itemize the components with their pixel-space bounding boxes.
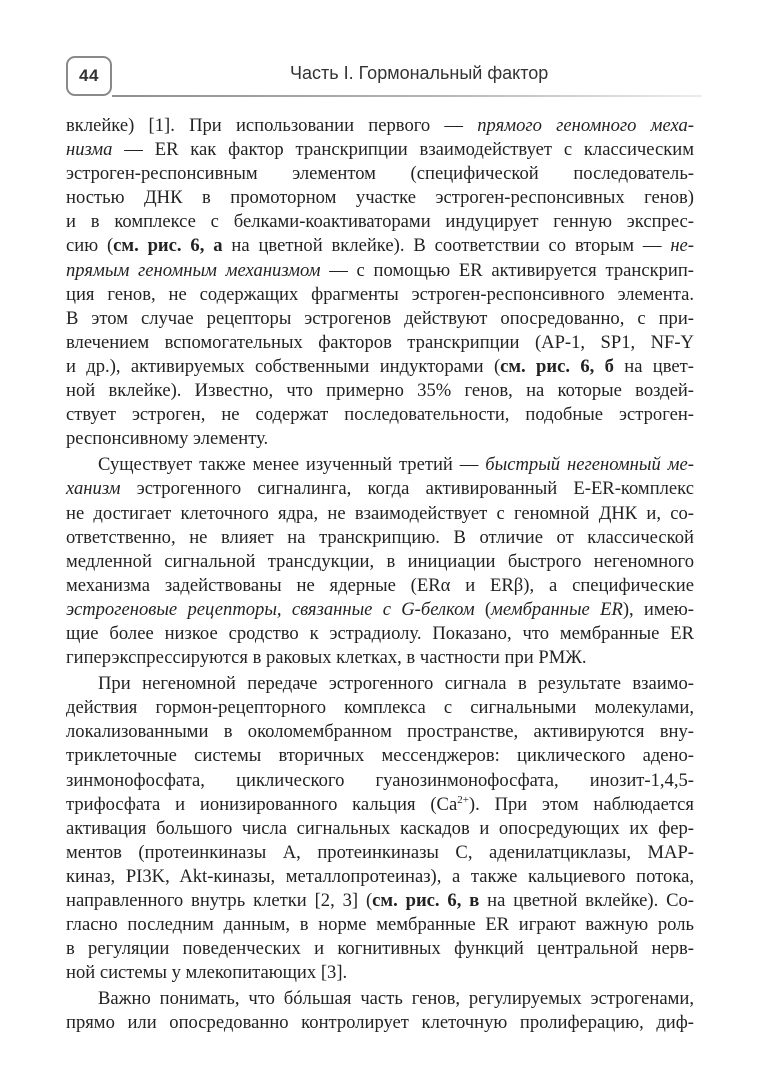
text-run: сию ( (66, 235, 114, 257)
text-run: и др.), активируемых собственными индукторами ( (66, 355, 501, 377)
text-line (66, 889, 694, 913)
text-run: гиперэкспрессируются в раковых клетках, в частности при РМЖ. (66, 647, 587, 669)
text-line (66, 234, 694, 258)
text-run: щие более низкое сродство к эстрадиолу. Показано, что мембранные ER (66, 622, 694, 644)
text-run: — с помощью ER активируется транскрип- (320, 259, 694, 281)
text-run: триклеточные системы вторичных мессенджеров: циклического адено- (66, 745, 694, 767)
text-run: гласно последним данным, в норме мембранные ER играют важную роль (66, 914, 694, 936)
text-run: см. рис. 6, б (500, 355, 614, 377)
text-line (66, 961, 694, 985)
page-number: 44 (79, 66, 99, 85)
text-run: ностью ДНК в промоторном участке эстроген-респонсивных генов) (66, 187, 694, 209)
text-run: ( (474, 598, 492, 620)
text-line (66, 817, 694, 841)
text-run: 2+ (457, 793, 469, 806)
text-line (66, 502, 694, 526)
text-line (66, 913, 694, 937)
running-title: Часть I. Гормональный фактор (290, 63, 549, 83)
text-line (66, 769, 694, 793)
text-line (66, 138, 694, 162)
text-line (66, 379, 694, 403)
text-run: ответственно, не влияет на транскрипцию. В отличие от классической (66, 526, 694, 548)
text-line (66, 114, 694, 138)
text-run: не- (670, 235, 694, 257)
text-run: направленного внутрь клетки [2, 3] ( (66, 890, 373, 911)
text-run: зинмонофосфата, циклического гуанозинмонофосфата, инозит-1,4,5- (66, 769, 694, 791)
text-run: не достигает клеточного ядра, не взаимодействует с геномной ДНК и, со- (66, 502, 694, 524)
text-run: медленной сигнальной трансдукции, в инициации быстрого негеномного (66, 550, 694, 572)
text-run: активация большого числа сигнальных каскадов и опосредующих их фер- (66, 817, 694, 839)
text-line (66, 574, 694, 598)
text-line (66, 598, 694, 622)
text-run: прямым геномным механизмом (66, 259, 321, 281)
text-line (66, 550, 694, 574)
paragraph-2 (66, 453, 694, 670)
text-line (66, 477, 694, 501)
text-run: на цветной вклейке). Со- (479, 890, 694, 911)
text-line (66, 453, 694, 477)
paragraph-3 (66, 672, 694, 985)
text-run: на цветной вклейке). В соответствии со вторым — (222, 235, 671, 257)
text-line (66, 672, 694, 696)
text-run: трифосфата и ионизированного кальция (Ca (66, 793, 458, 815)
text-run: см. рис. 6, а (113, 235, 223, 257)
text-line (66, 355, 694, 379)
paragraph-4 (66, 987, 694, 1035)
text-run: — ER как фактор транскрипции взаимодействует с классическим (112, 139, 694, 161)
text-line (66, 646, 694, 670)
text-line (66, 841, 694, 865)
text-run: Важно понимать, что бóльшая часть генов, регулируемых эстрогенами, (98, 988, 694, 1010)
text-run: ментов (протеинкиназы A, протеинкиназы C, аденилатциклазы, MAP- (66, 841, 694, 863)
text-run: и в комплексе с белками-коактиваторами индуцирует генную экспрес- (66, 211, 694, 233)
text-line (66, 720, 694, 744)
text-run: эстрогеновые рецепторы, связанные с G-белком (66, 598, 475, 620)
text-run: механизма задействованы не ядерные (ERα и ERβ), а специфические (66, 574, 694, 596)
body-text (66, 114, 694, 1036)
text-run: вклейке) [1]. При использовании первого — (66, 115, 478, 136)
text-run: ной системы у млекопитающих [3]. (66, 962, 348, 984)
page-number-box (66, 56, 112, 96)
text-run: ), имею- (622, 598, 694, 620)
text-line (66, 526, 694, 550)
text-run: действия гормон-рецепторного комплекса с сигнальными молекулами, (66, 697, 694, 719)
text-line (66, 331, 694, 355)
text-line (66, 427, 694, 451)
text-run: прямого геномного меха- (477, 115, 694, 136)
text-run: влечением вспомогательных факторов транскрипции (AP-1, SP1, NF-Y (66, 331, 694, 353)
paragraph-1 (66, 114, 694, 451)
text-run: прямо или опосредованно контролирует клеточную пролиферацию, диф- (66, 1012, 694, 1034)
text-run: см. рис. 6, в (372, 890, 480, 911)
text-run: ной вклейке). Известно, что примерно 35% генов, на которые воздей- (66, 380, 694, 402)
text-line (66, 162, 694, 186)
text-line (66, 696, 694, 720)
text-line (66, 865, 694, 889)
text-line (66, 259, 694, 283)
header-rule (112, 95, 702, 97)
text-run: ция генов, не содержащих фрагменты эстроген-респонсивного элемента. (66, 283, 694, 305)
text-run: быстрый негеномный ме- (485, 454, 694, 476)
text-run: низма (66, 139, 113, 161)
text-line (66, 403, 694, 427)
text-run: локализованными в околомембранном пространстве, активируются вну- (66, 721, 694, 743)
text-line (66, 307, 694, 331)
text-line (66, 937, 694, 961)
text-line (66, 622, 694, 646)
text-run: эстроген-респонсивным элементом (специфической последователь- (66, 163, 694, 185)
text-run: ханизм (66, 478, 121, 500)
text-run: в регуляции поведенческих и когнитивных функций центральной нерв- (66, 938, 694, 960)
text-line (66, 186, 694, 210)
text-line (66, 744, 694, 768)
text-line (66, 210, 694, 234)
text-run: на цвет- (613, 355, 694, 377)
text-line (66, 283, 694, 307)
text-run: Существует также менее изученный третий — (98, 454, 486, 476)
text-run: респонсивному элементу. (66, 428, 269, 450)
text-run: ствует эстроген, не содержат последовательности, подобные эстроген- (66, 404, 694, 426)
text-run: мембранные ER (491, 598, 623, 620)
text-line (66, 793, 694, 817)
text-run: В этом случае рецепторы эстрогенов действуют опосредованно, с при- (66, 307, 694, 329)
text-run: киназ, PI3K, Akt-киназы, металлопротеиназ), а также кальциевого потока, (66, 865, 694, 887)
text-line (66, 1011, 694, 1035)
text-run: При негеномной передаче эстрогенного сигнала в результате взаимо- (98, 673, 694, 695)
text-run: ). При этом наблюдается (468, 793, 694, 815)
text-run: эстрогенного сигналинга, когда активированный E-ER-комплекс (120, 478, 694, 500)
text-line (66, 987, 694, 1011)
